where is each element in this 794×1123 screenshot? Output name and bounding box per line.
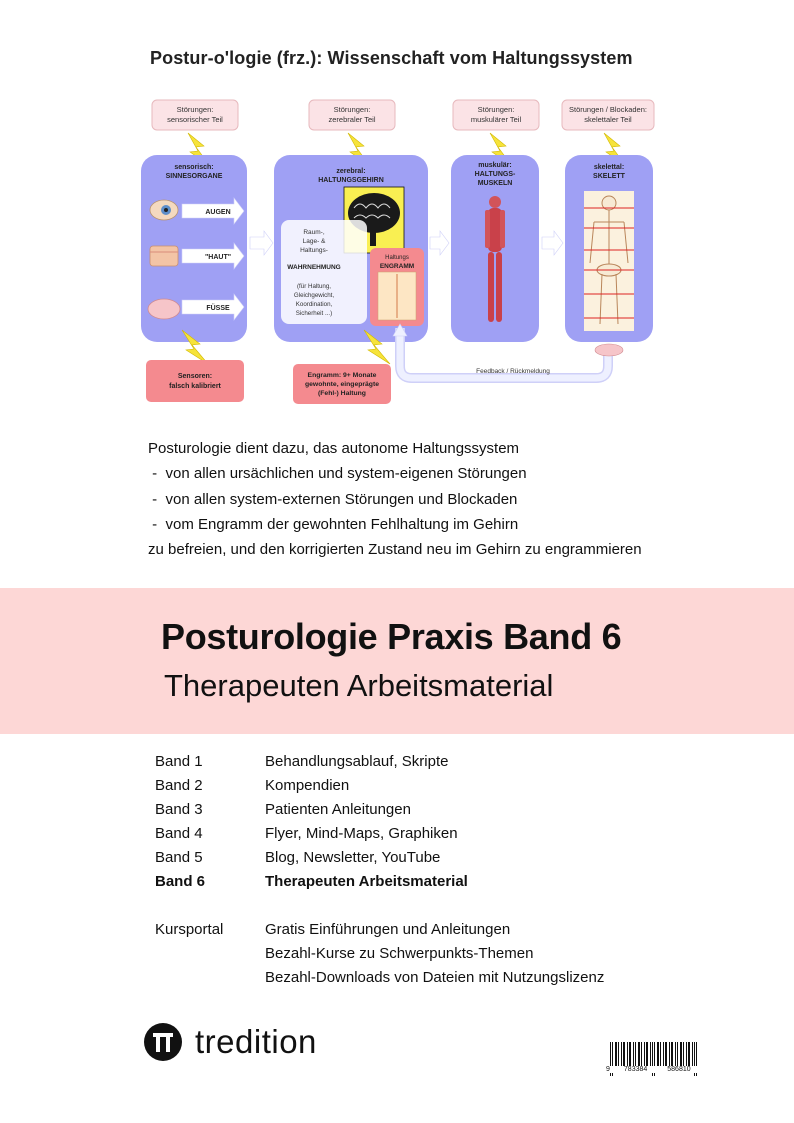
engramm-note: gewohnte, eingeprägte bbox=[304, 381, 380, 388]
arrow-right-1 bbox=[250, 231, 273, 255]
tredition-logo-icon bbox=[143, 1022, 183, 1062]
stoerung-label: Störungen: bbox=[333, 105, 371, 114]
haltungssystem-diagram bbox=[138, 98, 658, 410]
arrow-right-3 bbox=[542, 231, 563, 255]
kursportal-row bbox=[155, 942, 604, 966]
kursportal-key: Kursportal bbox=[155, 921, 224, 938]
band-row-current bbox=[155, 870, 468, 894]
intro-line: - von allen system-externen Störungen und Blockaden bbox=[148, 490, 518, 508]
skeleton-figure-icon bbox=[584, 191, 634, 331]
skin-icon bbox=[150, 246, 178, 266]
kursportal-item: Bezahl-Kurse zu Schwerpunkts-Themen bbox=[265, 945, 534, 962]
page-subtitle: Postur-o'logie (frz.): Wissenschaft vom Haltungssystem bbox=[150, 48, 633, 68]
band-key: Band 2 bbox=[155, 777, 203, 794]
engramm-note: Engramm: 9+ Monate bbox=[307, 372, 377, 379]
band-list bbox=[155, 750, 468, 894]
publisher-name: tredition bbox=[195, 1023, 317, 1060]
kursportal-row bbox=[155, 966, 604, 990]
stoerung-label: muskulärer Teil bbox=[470, 115, 522, 124]
band-row bbox=[155, 774, 468, 798]
stoerung-label: sensorischer Teil bbox=[167, 115, 223, 124]
band-row bbox=[155, 798, 468, 822]
wahrnehmung-text: Raum-, bbox=[303, 229, 325, 236]
panel-heading: SINNESORGANE bbox=[165, 173, 223, 180]
book-subtitle: Therapeuten Arbeitsmaterial bbox=[164, 668, 554, 703]
engramm-note: (Fehl-) Haltung bbox=[318, 390, 366, 397]
kursportal-item: Gratis Einführungen und Anleitungen bbox=[265, 921, 511, 938]
panel-heading: SKELETT bbox=[593, 173, 625, 180]
barcode-digits: 586810 bbox=[667, 1066, 691, 1073]
panel-heading: HALTUNGS- bbox=[474, 171, 516, 178]
intro-line: zu befreien, und den korrigierten Zustand neu im Gehirn zu engrammieren bbox=[148, 541, 642, 559]
wahrnehmung-text: Sicherheit ...) bbox=[295, 310, 333, 317]
intro-line: - vom Engramm der gewohnten Fehlhaltung im Gehirn bbox=[148, 515, 519, 533]
stoerung-label: Störungen: bbox=[176, 105, 214, 114]
title-banner bbox=[0, 588, 794, 734]
wahrnehmung-text: (für Haltung, bbox=[296, 283, 332, 290]
barcode-digits: 783384 bbox=[623, 1066, 648, 1073]
stoerung-box-sensorisch bbox=[152, 100, 238, 130]
wahrnehmung-text: Koordination, bbox=[295, 301, 333, 308]
sensor-label: "HAUT" bbox=[204, 254, 232, 261]
stoerung-box-zerebral bbox=[309, 100, 395, 130]
intro-line: - von allen ursächlichen und system-eigenen Störungen bbox=[148, 465, 527, 483]
stoerung-label: Störungen: bbox=[477, 105, 515, 114]
band-value: Behandlungsablauf, Skripte bbox=[265, 753, 449, 770]
book-title: Posturologie Praxis Band 6 bbox=[161, 616, 622, 657]
band-value: Therapeuten Arbeitsmaterial bbox=[265, 873, 468, 890]
wahrnehmung-text: Gleichgewicht, bbox=[293, 292, 335, 299]
wahrnehmung-text: Haltungs- bbox=[300, 247, 328, 254]
stoerung-box-skelettal bbox=[562, 100, 654, 130]
stoerung-label: zerebraler Teil bbox=[328, 115, 376, 124]
band-key: Band 3 bbox=[155, 801, 203, 818]
panel-heading: skelettal: bbox=[593, 164, 625, 171]
foot-icon bbox=[148, 299, 180, 319]
barcode-digit: 9 bbox=[606, 1066, 610, 1073]
eye-icon bbox=[150, 200, 178, 220]
engramm-label: Haltungs bbox=[385, 255, 409, 261]
kursportal-row bbox=[155, 918, 604, 942]
feedback-label: Feedback / Rückmeldung bbox=[476, 368, 550, 375]
intro-text bbox=[148, 436, 642, 562]
band-value: Patienten Anleitungen bbox=[265, 801, 411, 818]
sensor-label: AUGEN bbox=[205, 209, 231, 216]
intro-line: Posturologie dient dazu, das autonome Haltungssystem bbox=[148, 440, 520, 457]
band-key: Band 5 bbox=[155, 849, 203, 866]
band-key: Band 1 bbox=[155, 753, 203, 770]
stoerung-label: skelettaler Teil bbox=[584, 115, 632, 124]
panel-heading: HALTUNGSGEHIRN bbox=[318, 177, 384, 184]
panel-heading: MUSKELN bbox=[477, 180, 513, 187]
wahrnehmung-text: Lage- & bbox=[302, 238, 326, 245]
band-key: Band 4 bbox=[155, 825, 203, 842]
band-value: Flyer, Mind-Maps, Graphiken bbox=[265, 825, 458, 842]
panel-heading: zerebral: bbox=[336, 168, 366, 175]
engramm-label: ENGRAMM bbox=[379, 263, 415, 270]
stoerung-box-muskulaer bbox=[453, 100, 539, 130]
band-row bbox=[155, 750, 468, 774]
barcode-number bbox=[604, 1066, 710, 1073]
sensor-label: FÜSSE bbox=[206, 305, 230, 312]
sensoren-box bbox=[146, 360, 244, 402]
band-row bbox=[155, 822, 468, 846]
sensoren-label: falsch kalibriert bbox=[169, 383, 221, 390]
band-value: Blog, Newsletter, YouTube bbox=[265, 849, 441, 866]
panel-heading: muskulär: bbox=[478, 162, 512, 169]
panel-heading: sensorisch: bbox=[174, 164, 214, 171]
arrow-right-2 bbox=[430, 231, 449, 255]
band-value: Kompendien bbox=[265, 777, 350, 794]
stoerung-label: Störungen / Blockaden: bbox=[569, 105, 647, 114]
band-row bbox=[155, 846, 468, 870]
foot-icon bbox=[595, 344, 623, 356]
sensoren-label: Sensoren: bbox=[177, 373, 213, 380]
kursportal-item: Bezahl-Downloads von Dateien mit Nutzungslizenz bbox=[265, 969, 605, 986]
wahrnehmung-title: WAHRNEHMUNG bbox=[287, 264, 341, 271]
band-key: Band 6 bbox=[155, 873, 206, 890]
kursportal-list bbox=[155, 918, 604, 990]
publisher-logo bbox=[143, 1020, 317, 1064]
